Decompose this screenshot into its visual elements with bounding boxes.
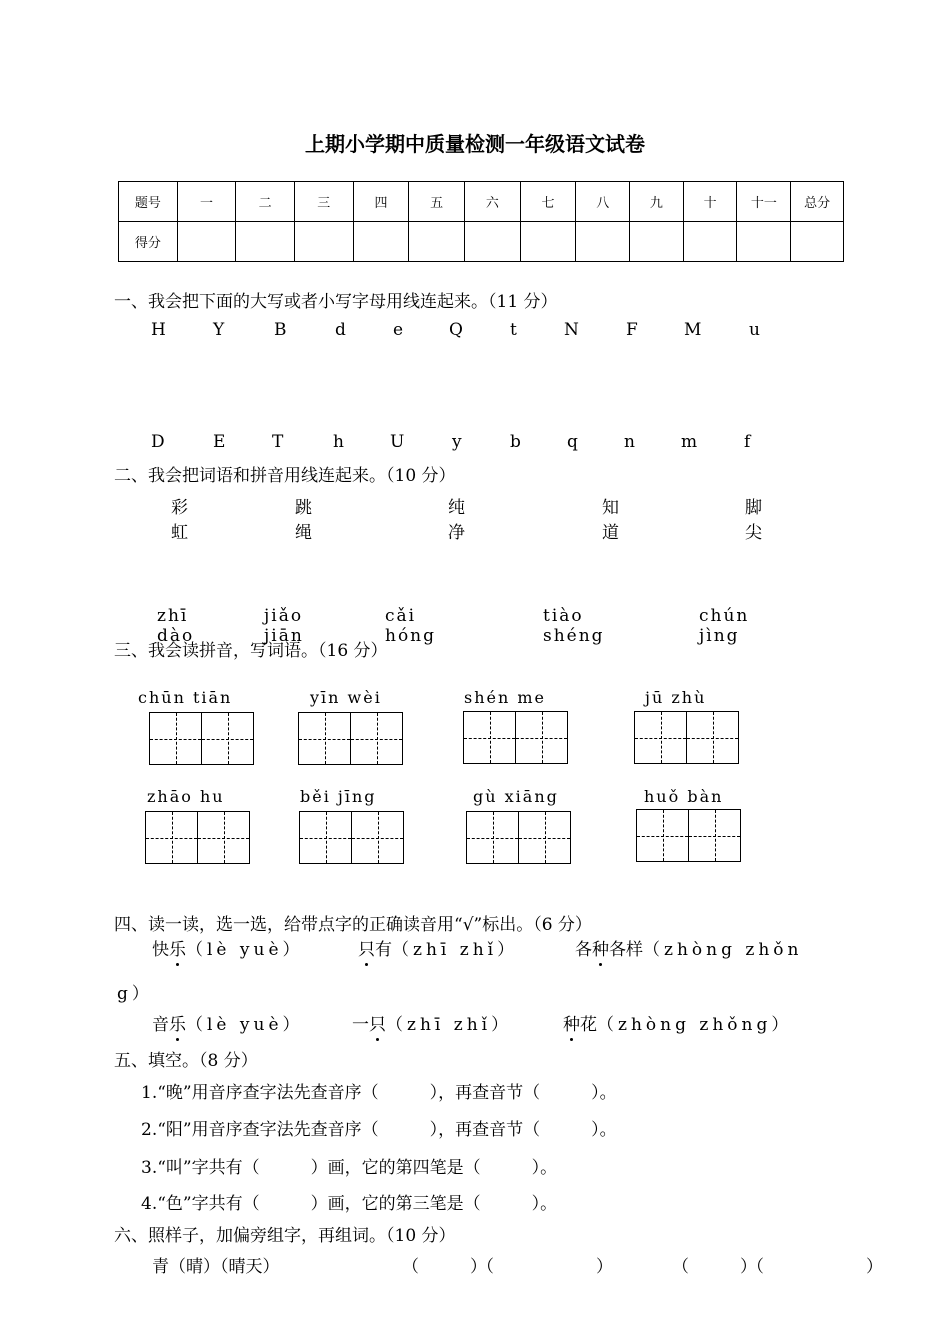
score-cell[interactable] bbox=[353, 222, 409, 262]
pinyin-options[interactable]: （zhòng zhǒn bbox=[643, 940, 803, 960]
letter: f bbox=[744, 432, 751, 452]
choice-a bbox=[152, 935, 304, 960]
pinyin-options[interactable]: （lè yuè） bbox=[186, 1015, 304, 1035]
pinyin-options[interactable]: （lè yuè） bbox=[186, 940, 304, 960]
writing-box[interactable] bbox=[299, 811, 404, 864]
writing-box[interactable] bbox=[298, 712, 403, 765]
writing-box[interactable] bbox=[634, 711, 739, 764]
score-cell[interactable] bbox=[520, 222, 576, 262]
pinyin: zhī dào bbox=[157, 606, 195, 646]
row-label: 得分 bbox=[119, 222, 178, 262]
score-table bbox=[118, 181, 844, 262]
char: 快 bbox=[152, 940, 169, 960]
dotted-char: 乐 bbox=[169, 1015, 186, 1035]
blank[interactable]: （ ） bbox=[402, 1257, 487, 1277]
fill-item[interactable]: 1.“晚”用音序查字法先查音序（ ），再查音节（ ）。 bbox=[141, 1083, 617, 1103]
fill-item[interactable]: 3.“叫”字共有（ ）画，它的第四笔是（ ）。 bbox=[141, 1158, 558, 1178]
pinyin: jiǎo jiān bbox=[264, 606, 304, 646]
pinyin: cǎi hóng bbox=[385, 606, 437, 646]
word: 脚尖 bbox=[745, 498, 762, 543]
pinyin-prompt: gù xiāng bbox=[473, 787, 559, 806]
fill-item[interactable]: 4.“色”字共有（ ）画，它的第三笔是（ ）。 bbox=[141, 1194, 558, 1214]
pinyin-options[interactable]: （zhòng zhǒng） bbox=[597, 1015, 793, 1035]
char: 各 bbox=[575, 940, 592, 960]
section-1-heading: 一、我会把下面的大写或者小写字母用线连起来。（11 分） bbox=[114, 292, 558, 312]
blank[interactable]: （ ） bbox=[477, 1257, 613, 1277]
page-title: 上期小学期中质量检测一年级语文试卷 bbox=[305, 132, 645, 156]
dotted-char: 种 bbox=[563, 1015, 580, 1035]
column-header: 六 bbox=[465, 182, 521, 222]
table-row bbox=[119, 222, 844, 262]
column-header: 八 bbox=[576, 182, 630, 222]
writing-box[interactable] bbox=[145, 811, 250, 864]
pinyin: tiào shéng bbox=[543, 606, 605, 646]
section-5-heading: 五、填空。（8 分） bbox=[114, 1051, 258, 1071]
column-header: 十一 bbox=[737, 182, 791, 222]
section-3-heading: 三、我会读拼音，写词语。（16 分） bbox=[114, 641, 388, 661]
writing-box[interactable] bbox=[466, 811, 571, 864]
letter: m bbox=[681, 432, 698, 452]
letter: B bbox=[274, 320, 287, 340]
example: 青（晴）（晴天） bbox=[152, 1257, 280, 1277]
score-cell[interactable] bbox=[236, 222, 295, 262]
fill-item[interactable]: 2.“阳”用音序查字法先查音序（ ），再查音节（ ）。 bbox=[141, 1120, 617, 1140]
letter: u bbox=[749, 320, 760, 340]
letter: Y bbox=[213, 320, 225, 340]
blank[interactable]: （ ） bbox=[672, 1257, 757, 1277]
section-6-heading: 六、照样子，加偏旁组字，再组词。（10 分） bbox=[114, 1226, 456, 1246]
pinyin-prompt: jū zhù bbox=[645, 688, 707, 707]
choice-c bbox=[575, 935, 802, 960]
choice-e bbox=[352, 1010, 512, 1035]
column-header: 总分 bbox=[791, 182, 844, 222]
letter: h bbox=[333, 432, 344, 452]
char: 花 bbox=[580, 1015, 597, 1035]
word: 跳绳 bbox=[295, 498, 312, 543]
column-header: 二 bbox=[236, 182, 295, 222]
score-cell[interactable] bbox=[791, 222, 844, 262]
letter: y bbox=[452, 432, 462, 452]
letter: n bbox=[624, 432, 635, 452]
writing-box[interactable] bbox=[463, 711, 568, 764]
choice-b bbox=[358, 935, 518, 960]
pinyin-prompt: shén me bbox=[464, 688, 547, 707]
letter: b bbox=[510, 432, 521, 452]
row-label: 题号 bbox=[119, 182, 178, 222]
letter: D bbox=[151, 432, 165, 452]
letter: H bbox=[151, 320, 166, 340]
pinyin-prompt: huǒ bàn bbox=[644, 787, 724, 806]
letter: U bbox=[390, 432, 405, 452]
dotted-char: 只 bbox=[358, 940, 375, 960]
column-header: 四 bbox=[353, 182, 409, 222]
pinyin-prompt: chūn tiān bbox=[138, 688, 233, 707]
writing-box[interactable] bbox=[149, 712, 254, 765]
word: 纯净 bbox=[448, 498, 465, 543]
pinyin: chún jìng bbox=[699, 606, 750, 646]
pinyin-prompt: běi jīng bbox=[300, 787, 377, 806]
wrapped-text: g） bbox=[117, 984, 153, 1004]
score-cell[interactable] bbox=[576, 222, 630, 262]
choice-d bbox=[152, 1010, 304, 1035]
score-cell[interactable] bbox=[737, 222, 791, 262]
pinyin-prompt: yīn wèi bbox=[310, 688, 382, 707]
column-header: 五 bbox=[409, 182, 465, 222]
letter: E bbox=[213, 432, 226, 452]
dotted-char: 只 bbox=[369, 1015, 386, 1035]
section-4-heading: 四、读一读，选一选，给带点字的正确读音用“√”标出。（6 分） bbox=[114, 915, 592, 935]
score-cell[interactable] bbox=[294, 222, 353, 262]
letter: N bbox=[564, 320, 579, 340]
column-header: 十 bbox=[683, 182, 737, 222]
column-header: 九 bbox=[630, 182, 684, 222]
letter: e bbox=[393, 320, 404, 340]
pinyin-options[interactable]: （zhī zhǐ） bbox=[392, 940, 519, 960]
column-header: 一 bbox=[177, 182, 236, 222]
column-header: 七 bbox=[520, 182, 576, 222]
score-cell[interactable] bbox=[630, 222, 684, 262]
dotted-char: 乐 bbox=[169, 940, 186, 960]
letter: Q bbox=[449, 320, 463, 340]
letter: t bbox=[510, 320, 517, 340]
writing-box[interactable] bbox=[636, 809, 741, 862]
section-2-heading: 二、我会把词语和拼音用线连起来。（10 分） bbox=[114, 466, 456, 486]
pinyin-prompt: zhāo hu bbox=[147, 787, 225, 806]
char: 一 bbox=[352, 1015, 369, 1035]
blank[interactable]: （ ） bbox=[747, 1257, 883, 1277]
pinyin-options[interactable]: （zhī zhǐ） bbox=[386, 1015, 513, 1035]
letter: d bbox=[335, 320, 346, 340]
letter: F bbox=[626, 320, 638, 340]
char: 有 bbox=[375, 940, 392, 960]
char: 音 bbox=[152, 1015, 169, 1035]
word: 彩虹 bbox=[171, 498, 188, 543]
word: 知道 bbox=[602, 498, 619, 543]
table-row bbox=[119, 182, 844, 222]
score-cell[interactable] bbox=[177, 222, 236, 262]
column-header: 三 bbox=[294, 182, 353, 222]
score-cell[interactable] bbox=[683, 222, 737, 262]
char: 各样 bbox=[609, 940, 643, 960]
letter: q bbox=[567, 432, 578, 452]
score-cell[interactable] bbox=[465, 222, 521, 262]
dotted-char: 种 bbox=[592, 940, 609, 960]
letter: T bbox=[272, 432, 284, 452]
letter: M bbox=[684, 320, 702, 340]
score-cell[interactable] bbox=[409, 222, 465, 262]
choice-f bbox=[563, 1010, 792, 1035]
